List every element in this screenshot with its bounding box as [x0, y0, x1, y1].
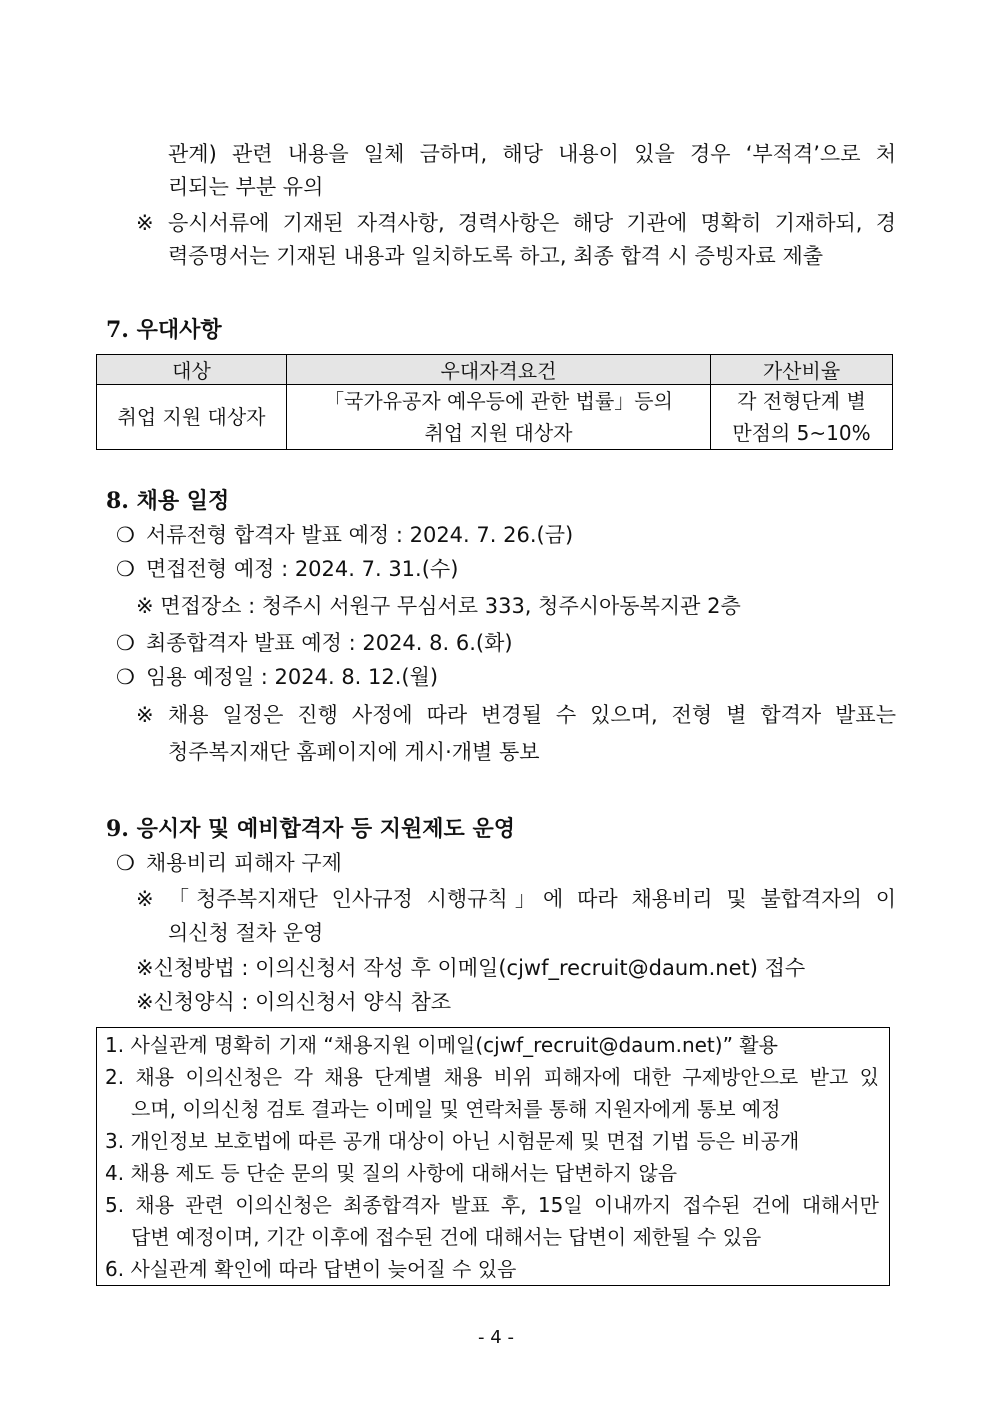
venue-note: ※ 면접장소 : 청주시 서원구 무심서로 333, 청주시아동복지관 2층 [136, 594, 741, 618]
schedule-note-line-2: 청주복지재단 홈페이지에 게시·개별 통보 [168, 740, 540, 764]
schedule-note-line-1: 채용 일정은 진행 사정에 따라 변경될 수 있으며, 전형 별 합격자 발표는 [168, 703, 896, 727]
schedule-item-text: 임용 예정일 : 2024. 8. 12.(월) [146, 665, 439, 689]
bullet-icon: ❍ [116, 523, 135, 547]
schedule-item-document [116, 519, 573, 551]
schedule-item-text: 서류전형 합격자 발표 예정 : 2024. 7. 26.(금) [146, 523, 574, 547]
preference-table [96, 354, 893, 450]
note-mark: ※ [136, 211, 154, 235]
notice-item-1: 1. 사실관계 명확히 기재 “채용지원 이메일(cjwf_recruit@daum.net)” 활용 [105, 1033, 778, 1057]
bullet-icon: ❍ [116, 631, 135, 655]
cell-requirement-line-2: 취업 지원 대상자 [424, 421, 573, 445]
schedule-item-appointment [116, 661, 438, 693]
notice-box [96, 1027, 890, 1286]
notice-item-2-line-2: 으며, 이의신청 검토 결과는 이메일 및 연락처를 통해 지원자에게 통보 예정 [131, 1097, 781, 1121]
section-7-title: 7. 우대사항 [106, 317, 222, 343]
schedule-item-text: 면접전형 예정 : 2024. 7. 31.(수) [146, 557, 459, 581]
schedule-item-interview [116, 553, 458, 585]
section-9-title: 9. 응시자 및 예비합격자 등 지원제도 운영 [106, 816, 515, 842]
support-note-line-2: 의신청 절차 운영 [168, 921, 324, 945]
note-mark: ※ [136, 887, 154, 911]
table-row [97, 385, 893, 450]
bullet-icon: ❍ [116, 557, 135, 581]
intro-note-line-1: 응시서류에 기재된 자격사항, 경력사항은 해당 기관에 명확히 기재하되, 경 [168, 211, 896, 235]
note-mark: ※ [136, 703, 154, 727]
cell-target: 취업 지원 대상자 [97, 385, 287, 450]
intro-line-2: 리되는 부분 유의 [168, 175, 324, 199]
support-item [116, 847, 342, 879]
notice-item-6: 6. 사실관계 확인에 따라 답변이 늦어질 수 있음 [105, 1257, 517, 1281]
application-form: ※신청양식 : 이의신청서 양식 참조 [136, 990, 452, 1014]
notice-item-4: 4. 채용 제도 등 단순 문의 및 질의 사항에 대해서는 답변하지 않음 [105, 1161, 678, 1185]
intro-line-1: 관계) 관련 내용을 일체 금하며, 해당 내용이 있을 경우 ‘부적격’으로 처 [168, 142, 896, 166]
cell-rate-line-2: 만점의 5~10% [732, 421, 871, 445]
section-8-title: 8. 채용 일정 [106, 488, 230, 514]
support-note-line-1: 「청주복지재단 인사규정 시행규칙」에 따라 채용비리 및 불합격자의 이 [168, 887, 896, 911]
schedule-item-text: 최종합격자 발표 예정 : 2024. 8. 6.(화) [146, 631, 513, 655]
notice-item-2-line-1: 2. 채용 이의신청은 각 채용 단계별 채용 비위 피해자에 대한 구제방안으로 받고 있 [105, 1065, 879, 1089]
notice-item-3: 3. 개인정보 보호법에 따른 공개 대상이 아닌 시험문제 및 면접 기법 등은 비공개 [105, 1129, 800, 1153]
table-header-target: 대상 [97, 355, 287, 385]
cell-requirement-line-1: 「국가유공자 예우등에 관한 법률」등의 [324, 389, 673, 413]
cell-rate-line-1: 각 전형단계 별 [737, 389, 866, 413]
support-item-text: 채용비리 피해자 구제 [146, 851, 342, 875]
page-number: - 4 - [478, 1327, 514, 1348]
notice-item-5-line-2: 답변 예정이며, 기간 이후에 접수된 건에 대해서는 답변이 제한될 수 있음 [131, 1225, 762, 1249]
cell-rate [711, 385, 893, 450]
intro-note-line-2: 력증명서는 기재된 내용과 일치하도록 하고, 최종 합격 시 증빙자료 제출 [168, 244, 824, 268]
notice-item-5-line-1: 5. 채용 관련 이의신청은 최종합격자 발표 후, 15일 이내까지 접수된 건에 대해서만 [105, 1193, 879, 1217]
bullet-icon: ❍ [116, 851, 135, 875]
cell-requirement [287, 385, 711, 450]
application-method: ※신청방법 : 이의신청서 작성 후 이메일(cjwf_recruit@daum.net) 접수 [136, 956, 806, 980]
table-header-requirement: 우대자격요건 [287, 355, 711, 385]
bullet-icon: ❍ [116, 665, 135, 689]
table-header-rate: 가산비율 [711, 355, 893, 385]
schedule-item-final [116, 627, 513, 659]
